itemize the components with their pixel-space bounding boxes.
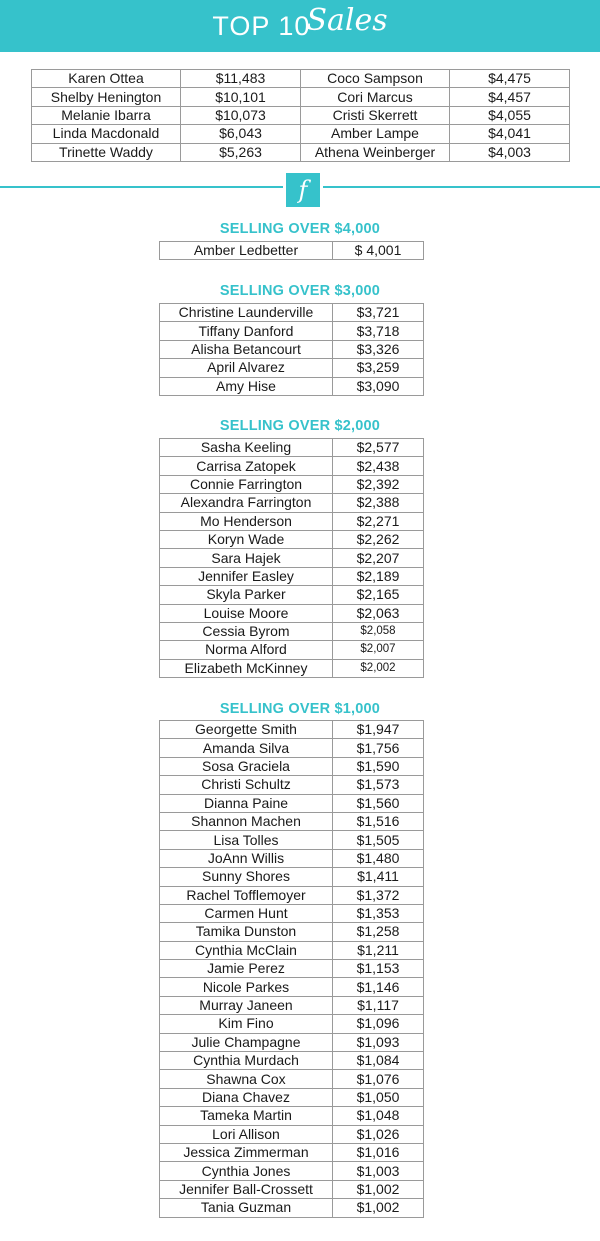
seller-name: Tameka Martin xyxy=(160,1107,333,1125)
seller-amount: $1,002 xyxy=(333,1180,424,1198)
seller-name: Carrisa Zatopek xyxy=(160,457,333,475)
seller-amount: $2,165 xyxy=(333,586,424,604)
seller-name: Elizabeth McKinney xyxy=(160,659,333,677)
table-row xyxy=(32,70,570,88)
seller-amount: $2,388 xyxy=(333,494,424,512)
seller-amount: $10,101 xyxy=(181,88,301,106)
seller-name: Christine Launderville xyxy=(160,304,333,322)
seller-name: Shawna Cox xyxy=(160,1070,333,1088)
section-title-3000: SELLING OVER $3,000 xyxy=(219,283,381,299)
table-row xyxy=(160,641,424,659)
table-row xyxy=(32,106,570,124)
seller-name: Cynthia Murdach xyxy=(160,1052,333,1070)
table-row xyxy=(160,794,424,812)
seller-name: Connie Farrington xyxy=(160,475,333,493)
seller-amount: $6,043 xyxy=(181,125,301,143)
seller-amount: $1,117 xyxy=(333,996,424,1014)
table-row xyxy=(160,1015,424,1033)
seller-amount: $4,475 xyxy=(450,70,570,88)
table-row xyxy=(160,757,424,775)
table-row xyxy=(160,923,424,941)
seller-amount: $1,026 xyxy=(333,1125,424,1143)
table-row xyxy=(160,457,424,475)
table-row xyxy=(160,978,424,996)
seller-name: Sosa Graciela xyxy=(160,757,333,775)
seller-amount: $3,326 xyxy=(333,340,424,358)
seller-amount: $1,048 xyxy=(333,1107,424,1125)
table-row xyxy=(160,530,424,548)
seller-name: Tamika Dunston xyxy=(160,923,333,941)
table-row xyxy=(160,322,424,340)
seller-name: Rachel Tofflemoyer xyxy=(160,886,333,904)
seller-amount: $2,271 xyxy=(333,512,424,530)
seller-amount: $1,353 xyxy=(333,904,424,922)
seller-amount: $1,258 xyxy=(333,923,424,941)
seller-name: Jessica Zimmerman xyxy=(160,1143,333,1161)
seller-amount: $1,146 xyxy=(333,978,424,996)
table-row xyxy=(160,377,424,395)
seller-amount: $1,211 xyxy=(333,941,424,959)
table-row xyxy=(160,622,424,640)
seller-name: April Alvarez xyxy=(160,359,333,377)
table-row xyxy=(160,659,424,677)
seller-amount: $1,050 xyxy=(333,1088,424,1106)
seller-amount: $2,207 xyxy=(333,549,424,567)
table-row xyxy=(160,886,424,904)
seller-amount: $4,055 xyxy=(450,106,570,124)
seller-amount: $1,573 xyxy=(333,776,424,794)
seller-amount: $1,096 xyxy=(333,1015,424,1033)
seller-name: Alisha Betancourt xyxy=(160,340,333,358)
seller-name: Tania Guzman xyxy=(160,1199,333,1217)
brand-logo-icon xyxy=(283,170,323,210)
seller-amount: $2,262 xyxy=(333,530,424,548)
seller-amount: $2,063 xyxy=(333,604,424,622)
section-title-2000: SELLING OVER $2,000 xyxy=(219,418,381,434)
table-row xyxy=(160,1052,424,1070)
seller-name: Linda Macdonald xyxy=(32,125,181,143)
seller-amount: $1,002 xyxy=(333,1199,424,1217)
seller-name: Cori Marcus xyxy=(301,88,450,106)
seller-name: Sunny Shores xyxy=(160,868,333,886)
table-row xyxy=(160,941,424,959)
table-row xyxy=(160,439,424,457)
table-row xyxy=(160,604,424,622)
table-row xyxy=(160,1162,424,1180)
table-row xyxy=(160,1088,424,1106)
table-row xyxy=(160,721,424,739)
seller-name: Julie Champagne xyxy=(160,1033,333,1051)
seller-name: Diana Chavez xyxy=(160,1088,333,1106)
table-row xyxy=(160,1070,424,1088)
seller-amount: $1,003 xyxy=(333,1162,424,1180)
seller-name: Koryn Wade xyxy=(160,530,333,548)
table-row xyxy=(160,776,424,794)
seller-name: Sasha Keeling xyxy=(160,439,333,457)
table-row xyxy=(160,996,424,1014)
seller-name: Kim Fino xyxy=(160,1015,333,1033)
table-row xyxy=(160,242,424,260)
seller-amount: $1,084 xyxy=(333,1052,424,1070)
seller-name: Amber Lampe xyxy=(301,125,450,143)
table-row xyxy=(160,739,424,757)
seller-amount: $1,372 xyxy=(333,886,424,904)
table-row xyxy=(160,904,424,922)
seller-amount: $1,153 xyxy=(333,960,424,978)
seller-amount: $2,392 xyxy=(333,475,424,493)
seller-name: JoAnn Willis xyxy=(160,849,333,867)
table-row xyxy=(160,868,424,886)
header-title: TOP 10 xyxy=(212,10,311,41)
seller-amount: $1,505 xyxy=(333,831,424,849)
table-row xyxy=(160,512,424,530)
top10-table xyxy=(31,69,570,162)
seller-name: Christi Schultz xyxy=(160,776,333,794)
seller-name: Karen Ottea xyxy=(32,70,181,88)
seller-amount: $3,090 xyxy=(333,377,424,395)
seller-amount: $4,041 xyxy=(450,125,570,143)
table-row xyxy=(160,304,424,322)
table-row xyxy=(160,1199,424,1217)
seller-amount: $2,007 xyxy=(333,641,424,659)
section-title-4000: SELLING OVER $4,000 xyxy=(219,221,381,237)
seller-amount: $1,947 xyxy=(333,721,424,739)
section-table-4000 xyxy=(159,241,424,260)
table-row xyxy=(32,143,570,161)
seller-name: Carmen Hunt xyxy=(160,904,333,922)
table-row xyxy=(160,831,424,849)
seller-name: Shelby Henington xyxy=(32,88,181,106)
seller-name: Shannon Machen xyxy=(160,812,333,830)
seller-amount: $3,259 xyxy=(333,359,424,377)
seller-amount: $3,721 xyxy=(333,304,424,322)
seller-name: Cessia Byrom xyxy=(160,622,333,640)
seller-name: Cynthia McClain xyxy=(160,941,333,959)
table-row xyxy=(160,359,424,377)
table-row xyxy=(160,812,424,830)
seller-amount: $1,756 xyxy=(333,739,424,757)
table-row xyxy=(160,1125,424,1143)
seller-name: Nicole Parkes xyxy=(160,978,333,996)
table-row xyxy=(160,1143,424,1161)
seller-name: Murray Janeen xyxy=(160,996,333,1014)
header-banner xyxy=(0,0,600,52)
seller-name: Skyla Parker xyxy=(160,586,333,604)
seller-name: Amanda Silva xyxy=(160,739,333,757)
seller-name: Jennifer Easley xyxy=(160,567,333,585)
table-row xyxy=(160,475,424,493)
table-row xyxy=(32,88,570,106)
seller-name: Cristi Skerrett xyxy=(301,106,450,124)
seller-name: Trinette Waddy xyxy=(32,143,181,161)
seller-name: Lori Allison xyxy=(160,1125,333,1143)
seller-amount: $2,058 xyxy=(333,622,424,640)
seller-name: Lisa Tolles xyxy=(160,831,333,849)
seller-amount: $1,076 xyxy=(333,1070,424,1088)
seller-name: Norma Alford xyxy=(160,641,333,659)
seller-name: Louise Moore xyxy=(160,604,333,622)
seller-amount: $4,457 xyxy=(450,88,570,106)
seller-name: Tiffany Danford xyxy=(160,322,333,340)
table-row xyxy=(160,494,424,512)
seller-name: Amy Hise xyxy=(160,377,333,395)
table-row xyxy=(160,1033,424,1051)
seller-name: Jamie Perez xyxy=(160,960,333,978)
seller-amount: $2,577 xyxy=(333,439,424,457)
table-row xyxy=(160,340,424,358)
section-table-1000 xyxy=(159,720,424,1218)
seller-name: Alexandra Farrington xyxy=(160,494,333,512)
table-row xyxy=(160,960,424,978)
seller-name: Melanie Ibarra xyxy=(32,106,181,124)
section-table-3000 xyxy=(159,303,424,396)
section-title-1000: SELLING OVER $1,000 xyxy=(219,701,381,717)
seller-amount: $5,263 xyxy=(181,143,301,161)
seller-amount: $4,003 xyxy=(450,143,570,161)
header-title-script: Sales xyxy=(306,2,388,38)
seller-amount: $ 4,001 xyxy=(333,242,424,260)
seller-name: Coco Sampson xyxy=(301,70,450,88)
seller-name: Cynthia Jones xyxy=(160,1162,333,1180)
table-row xyxy=(160,549,424,567)
seller-amount: $2,438 xyxy=(333,457,424,475)
table-row xyxy=(160,849,424,867)
table-row xyxy=(160,567,424,585)
seller-name: Mo Henderson xyxy=(160,512,333,530)
seller-amount: $11,483 xyxy=(181,70,301,88)
logo-glyph: f xyxy=(298,176,308,204)
table-row xyxy=(160,1107,424,1125)
seller-amount: $1,411 xyxy=(333,868,424,886)
seller-amount: $10,073 xyxy=(181,106,301,124)
table-row xyxy=(32,125,570,143)
seller-amount: $1,516 xyxy=(333,812,424,830)
seller-name: Amber Ledbetter xyxy=(160,242,333,260)
seller-amount: $1,016 xyxy=(333,1143,424,1161)
seller-name: Georgette Smith xyxy=(160,721,333,739)
seller-amount: $2,189 xyxy=(333,567,424,585)
seller-name: Athena Weinberger xyxy=(301,143,450,161)
table-row xyxy=(160,1180,424,1198)
seller-amount: $1,480 xyxy=(333,849,424,867)
section-table-2000 xyxy=(159,438,424,678)
seller-amount: $3,718 xyxy=(333,322,424,340)
seller-amount: $1,560 xyxy=(333,794,424,812)
seller-amount: $1,093 xyxy=(333,1033,424,1051)
seller-amount: $2,002 xyxy=(333,659,424,677)
seller-amount: $1,590 xyxy=(333,757,424,775)
seller-name: Dianna Paine xyxy=(160,794,333,812)
seller-name: Jennifer Ball-Crossett xyxy=(160,1180,333,1198)
seller-name: Sara Hajek xyxy=(160,549,333,567)
table-row xyxy=(160,586,424,604)
